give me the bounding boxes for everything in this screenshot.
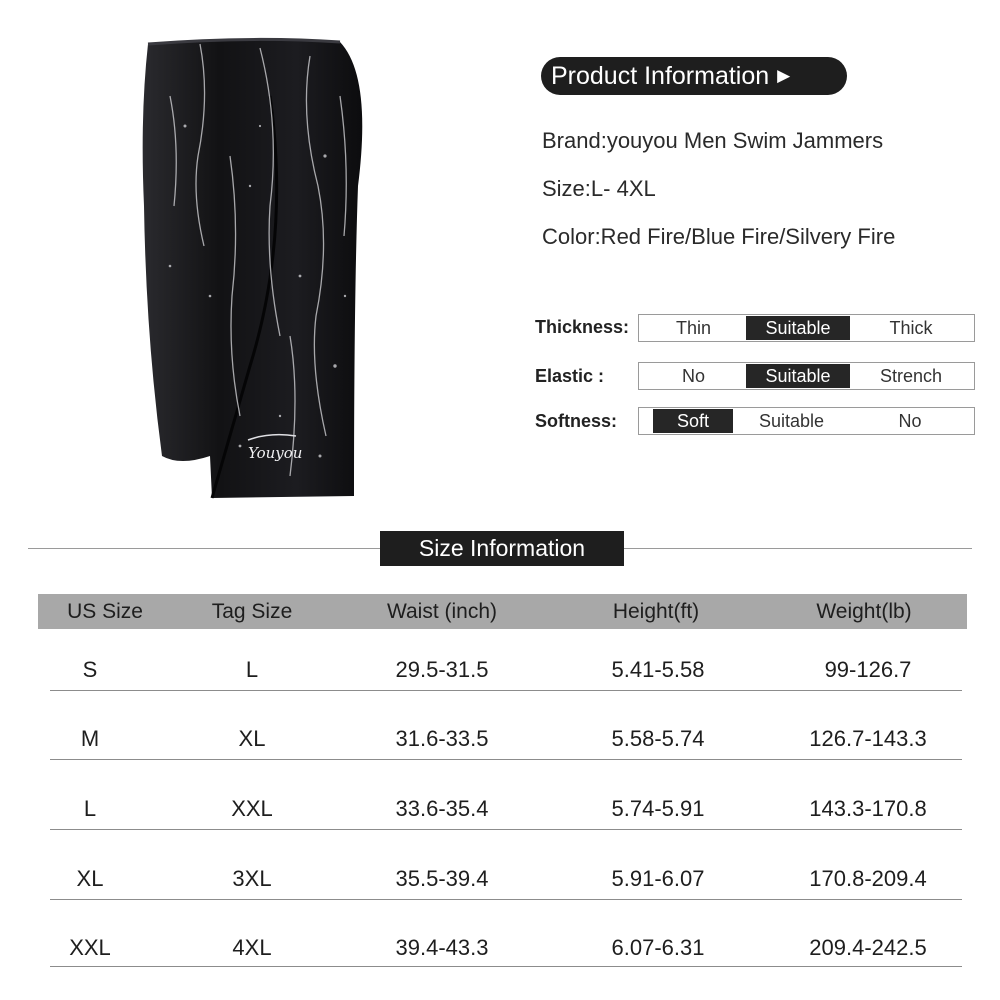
table-row [0, 851, 1000, 919]
cell-height: 5.41-5.58 [611, 657, 705, 682]
row-divider [50, 966, 962, 967]
cell-us-size: S [82, 657, 98, 682]
cell-us-size: L [83, 796, 97, 821]
size-info-title: Size Information [380, 531, 624, 566]
header-us-size: US Size [67, 599, 143, 623]
thickness-option-thin: Thin [675, 317, 711, 338]
cell-waist: 29.5-31.5 [395, 657, 489, 682]
cell-us-size: M [80, 726, 100, 751]
cell-tag-size: 4XL [232, 935, 272, 960]
product-info-title [541, 57, 847, 95]
elastic-option-strench: Strench [879, 365, 943, 386]
table-row [0, 781, 1000, 849]
cell-waist: 31.6-33.5 [395, 726, 489, 751]
table-row [0, 642, 1000, 710]
header-waist: Waist (inch) [386, 599, 498, 623]
cell-height: 5.58-5.74 [611, 726, 705, 751]
header-weight: Weight(lb) [816, 599, 912, 623]
cell-us-size: XXL [69, 935, 111, 960]
cell-height: 5.74-5.91 [611, 796, 705, 821]
size-table-header [38, 594, 967, 629]
shorts-body [143, 39, 363, 498]
row-divider [50, 899, 962, 900]
cell-weight: 170.8-209.4 [809, 866, 927, 891]
cell-tag-size: XXL [231, 796, 273, 821]
softness-option-suitable: Suitable [758, 410, 825, 431]
softness-option-no: No [898, 410, 922, 431]
cell-us-size: XL [76, 866, 104, 891]
softness-label: Softness: [535, 411, 618, 431]
cell-waist: 39.4-43.3 [395, 935, 489, 960]
softness-option-soft: Soft [653, 409, 733, 433]
brand-info: Brand:youyou Men Swim Jammers [542, 128, 884, 153]
cell-tag-size: 3XL [232, 866, 272, 891]
header-tag-size: Tag Size [211, 599, 293, 623]
cell-height: 6.07-6.31 [611, 935, 705, 960]
row-divider [50, 690, 962, 691]
row-divider [50, 829, 962, 830]
divider-left [28, 548, 380, 549]
cell-height: 5.91-6.07 [611, 866, 705, 891]
product-info-title-text: Product Information [551, 61, 770, 90]
elastic-option-suitable: Suitable [746, 364, 850, 388]
thickness-label: Thickness: [535, 317, 630, 337]
softness-scale [638, 407, 975, 435]
thickness-option-suitable: Suitable [746, 316, 850, 340]
divider-right [624, 548, 972, 549]
cell-weight: 143.3-170.8 [809, 796, 927, 821]
cell-tag-size: L [245, 657, 259, 682]
header-height: Height(ft) [612, 599, 700, 623]
cell-waist: 35.5-39.4 [395, 866, 489, 891]
elastic-scale [638, 362, 975, 390]
cell-weight: 126.7-143.3 [809, 726, 927, 751]
cell-weight: 99-126.7 [824, 657, 912, 682]
product-image [140, 36, 370, 506]
elastic-option-no: No [681, 365, 705, 386]
thickness-scale [638, 314, 975, 342]
thickness-option-thick: Thick [889, 317, 933, 338]
table-row [0, 711, 1000, 779]
elastic-label: Elastic : [535, 366, 605, 386]
table-row [0, 920, 1000, 988]
play-arrow-icon: ▶ [777, 66, 791, 85]
cell-waist: 33.6-35.4 [395, 796, 489, 821]
cell-weight: 209.4-242.5 [809, 935, 927, 960]
cell-tag-size: XL [238, 726, 266, 751]
size-info: Size:L- 4XL [542, 176, 656, 201]
color-info: Color:Red Fire/Blue Fire/Silvery Fire [542, 224, 896, 249]
brand-logo: Youyou [248, 444, 303, 462]
row-divider [50, 759, 962, 760]
